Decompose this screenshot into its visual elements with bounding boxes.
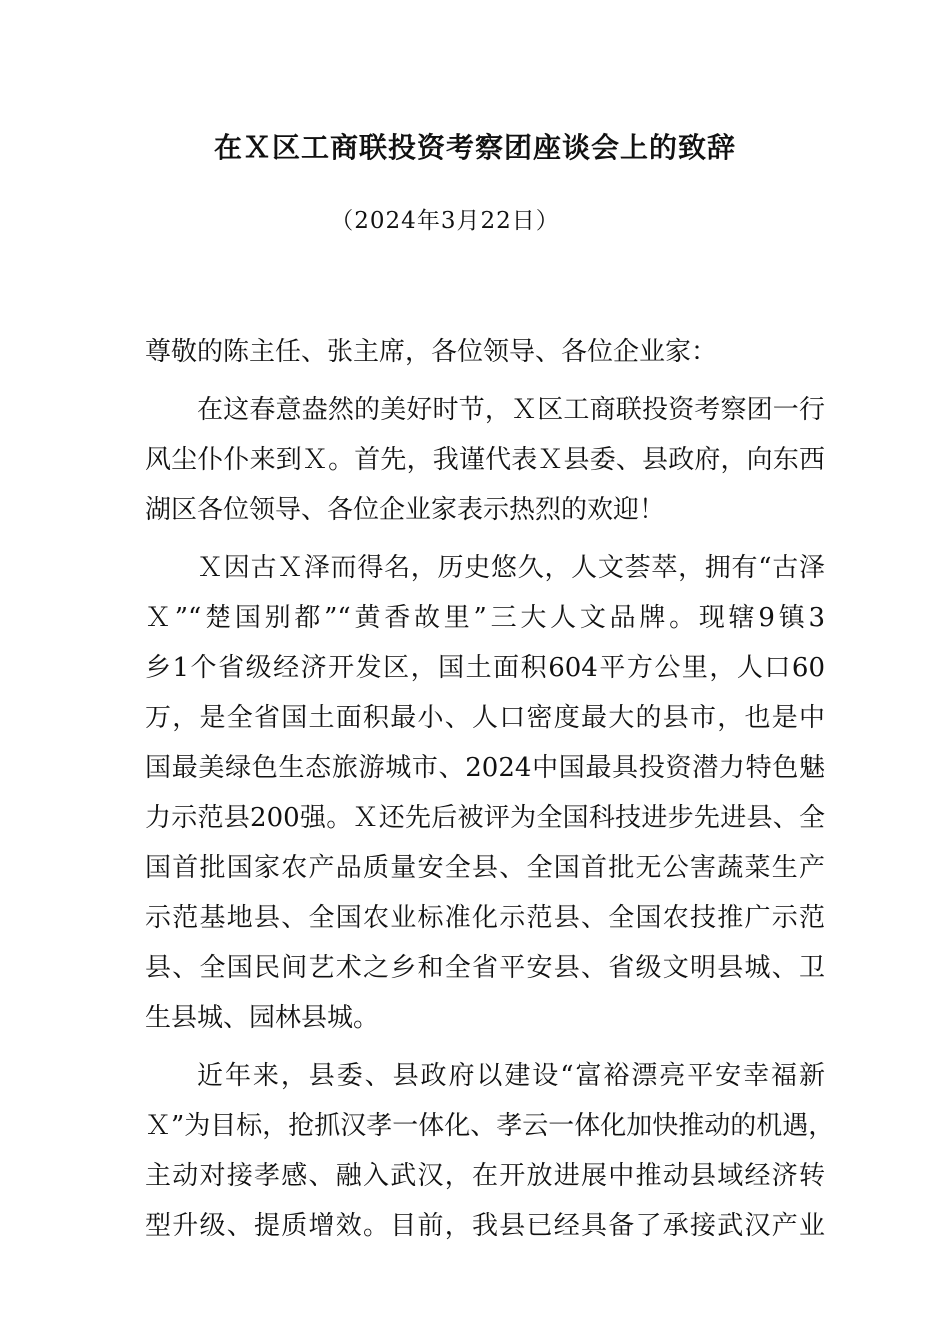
text-line: 力示范县200强。Ｘ还先后被评为全国科技进步先进县、全 [145, 803, 825, 833]
text-line: 县、全国民间艺术之乡和全省平安县、省级文明县城、卫 [145, 953, 825, 983]
paragraph-gap [145, 535, 825, 543]
text-line: 生县城、园林县城。 [145, 1003, 380, 1033]
text-line: 主动对接孝感、融入武汉，在开放进展中推动县域经济转 [145, 1161, 825, 1191]
paragraph-gap [145, 1043, 825, 1051]
text-line: 型升级、提质增效。目前，我县已经具备了承接武汉产业 [145, 1211, 825, 1241]
text-line: 在这春意盎然的美好时节，Ｘ区工商联投资考察团一行 [197, 395, 825, 425]
text-line: 近年来，县委、县政府以建设“富裕漂亮平安幸福新 [197, 1061, 825, 1091]
paragraph-gap [145, 377, 825, 385]
text-line: 国最美绿色生态旅游城市、2024中国最具投资潜力特色魅 [145, 753, 825, 783]
text-line: 湖区各位领导、各位企业家表示热烈的欢迎！ [145, 495, 666, 525]
document-body [145, 327, 835, 1251]
text-line: Ｘ”为目标，抢抓汉孝一体化、孝云一体化加快推动的机遇， [145, 1111, 835, 1141]
text-line: Ｘ因古Ｘ泽而得名，历史悠久，人文荟萃，拥有“古泽 [197, 553, 825, 583]
text-line: 尊敬的陈主任、张主席，各位领导、各位企业家： [145, 337, 718, 367]
text-line: 风尘仆仆来到Ｘ。首先，我谨代表Ｘ县委、县政府，向东西 [145, 445, 825, 475]
text-line: Ｘ”“楚国别都”“黄香故里”三大人文品牌。现辖9镇3 [145, 603, 825, 633]
text-line: 乡1个省级经济开发区，国土面积604平方公里，人口60 [145, 653, 825, 683]
text-line: 示范基地县、全国农业标准化示范县、全国农技推广示范 [145, 903, 825, 933]
text-line: 万，是全省国土面积最小、人口密度最大的县市，也是中 [145, 703, 825, 733]
document-date: （2024年3月22日） [330, 208, 560, 234]
text-line: 国首批国家农产品质量安全县、全国首批无公害蔬菜生产 [145, 853, 825, 883]
document-title: 在Ｘ区工商联投资考察团座谈会上的致辞 [213, 131, 736, 164]
